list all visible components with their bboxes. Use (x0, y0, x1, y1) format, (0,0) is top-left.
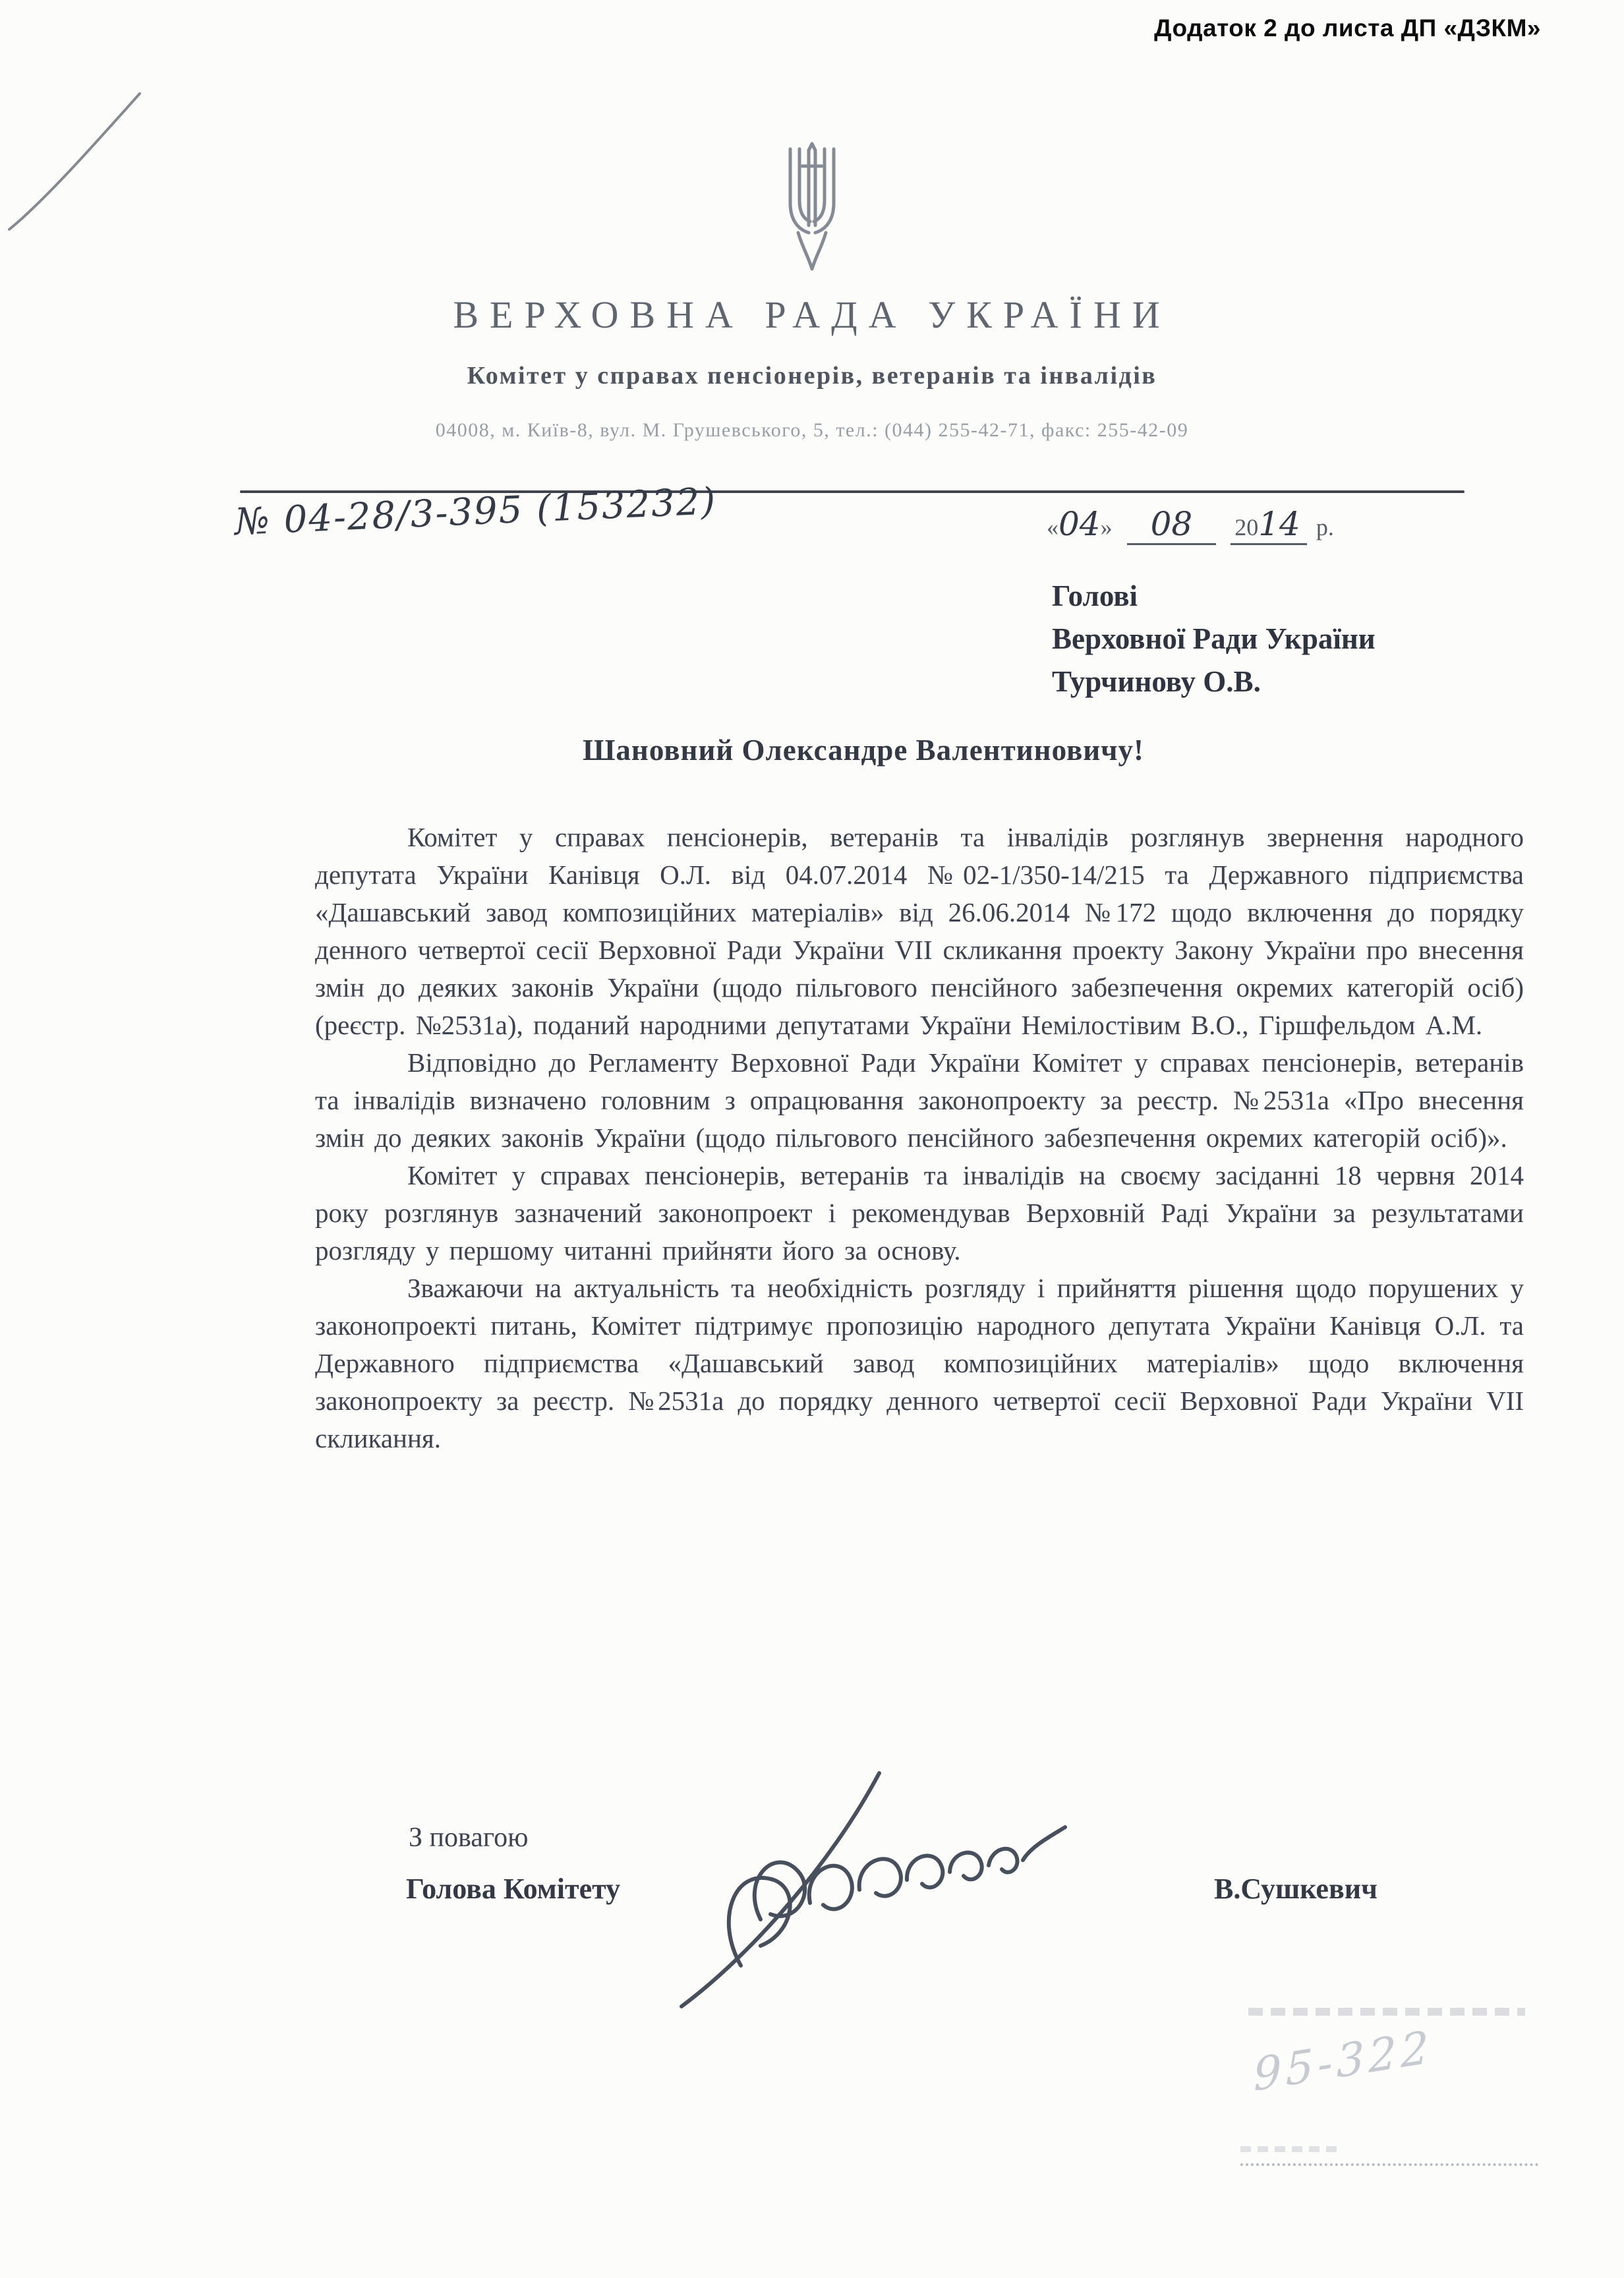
scan-artifact-line (4, 83, 149, 235)
faint-handwritten-scrawl: 95-322 (1252, 2021, 1434, 2102)
committee-name: Комітет у справах пенсіонерів, ветеранів та інвалідів (467, 362, 1157, 390)
date-close-quote: » (1100, 514, 1113, 540)
body-paragraph: Зважаючи на актуальність та необхідність розгляду і прийняття рішення щодо порушених у законопроекті питань, Комітет підтримує пропозицію народного депутата України Канівця О.Л. та Державного підприємства «Дашавський завод композиційних матеріалів» щодо включення законопроекту за реєстр. №2531а до порядку денного четвертої сесії Верховної Ради України VII скликання. (315, 1273, 1524, 1453)
signer-name: В.Сушкевич (1214, 1873, 1378, 1905)
dotted-fill-line (1240, 2163, 1538, 2166)
date-open-quote: « (1047, 514, 1058, 540)
letter-body (315, 819, 1524, 1457)
date-era: р. (1316, 514, 1334, 540)
date-month: 08 (1127, 505, 1217, 545)
signature-scribble-icon (662, 1748, 1084, 2015)
org-name: ВЕРХОВНА РАДА УКРАЇНИ (453, 293, 1171, 336)
date-day: 04 (1058, 505, 1101, 543)
body-paragraph: Відповідно до Регламенту Верховної Ради України Комітет у справах пенсіонерів, ветеранів та інвалідів визначено головним з опрацювання законопроекту за реєстр. №2531а «Про внесення змін до деяких законів України (щодо пільгового пенсійного забезпечення окремих категорій осіб)». (315, 1047, 1524, 1153)
recipient-line: Верховної Ради України (1052, 622, 1376, 655)
signer-title: Голова Комітету (406, 1873, 621, 1905)
date-year-handwritten: 14 (1258, 505, 1300, 543)
body-paragraph: Комітет у справах пенсіонерів, ветеранів та інвалідів розглянув звернення народного депутата України Канівця О.Л. від 04.07.2014 №02-1/350-14/215 та Державного підприємства «Дашавський завод композиційних матеріалів» від 26.06.2014 №172 щодо включення до порядку денного четвертої сесії Верховної Ради України VII скликання проекту Закону України про внесення змін до деяких законів України (щодо пільгового пенсійного забезпечення окремих категорій осіб) (реєстр. №2531а), поданий народними депутатами України Немілостівим В.О., Гіршфельдом А.М. (315, 822, 1524, 1040)
faint-print-line (1248, 2008, 1525, 2016)
ref-number-handwritten: № 04-28/3-395 (153232) (233, 480, 718, 544)
recipient-block (1052, 575, 1376, 703)
salutation: Шановний Олександре Валентиновичу! (583, 734, 1145, 767)
contact-line: 04008, м. Київ-8, вул. М. Грушевського, 5, тел.: (044) 255-42-71, факс: 255-42-09 (435, 419, 1189, 441)
annex-note: Додаток 2 до листа ДП «ДЗКМ» (1154, 15, 1541, 42)
date-year (1231, 505, 1307, 545)
faint-print-line (1240, 2146, 1339, 2152)
recipient-line: Турчинову О.В. (1052, 665, 1261, 698)
closing-phrase: З повагою (409, 1823, 529, 1853)
date-block (1047, 505, 1334, 545)
faint-stamp-area (1240, 1997, 1557, 2202)
body-paragraph: Комітет у справах пенсіонерів, ветеранів та інвалідів на своєму засіданні 18 червня 2014 року розглянув зазначений законопроект і рекомендував Верховній Раді України за результатами розгляду у першому читанні прийняти його за основу. (315, 1160, 1524, 1266)
date-year-printed: 20 (1234, 514, 1259, 540)
recipient-line: Голові (1052, 579, 1138, 612)
ukraine-trident-icon (769, 140, 855, 281)
